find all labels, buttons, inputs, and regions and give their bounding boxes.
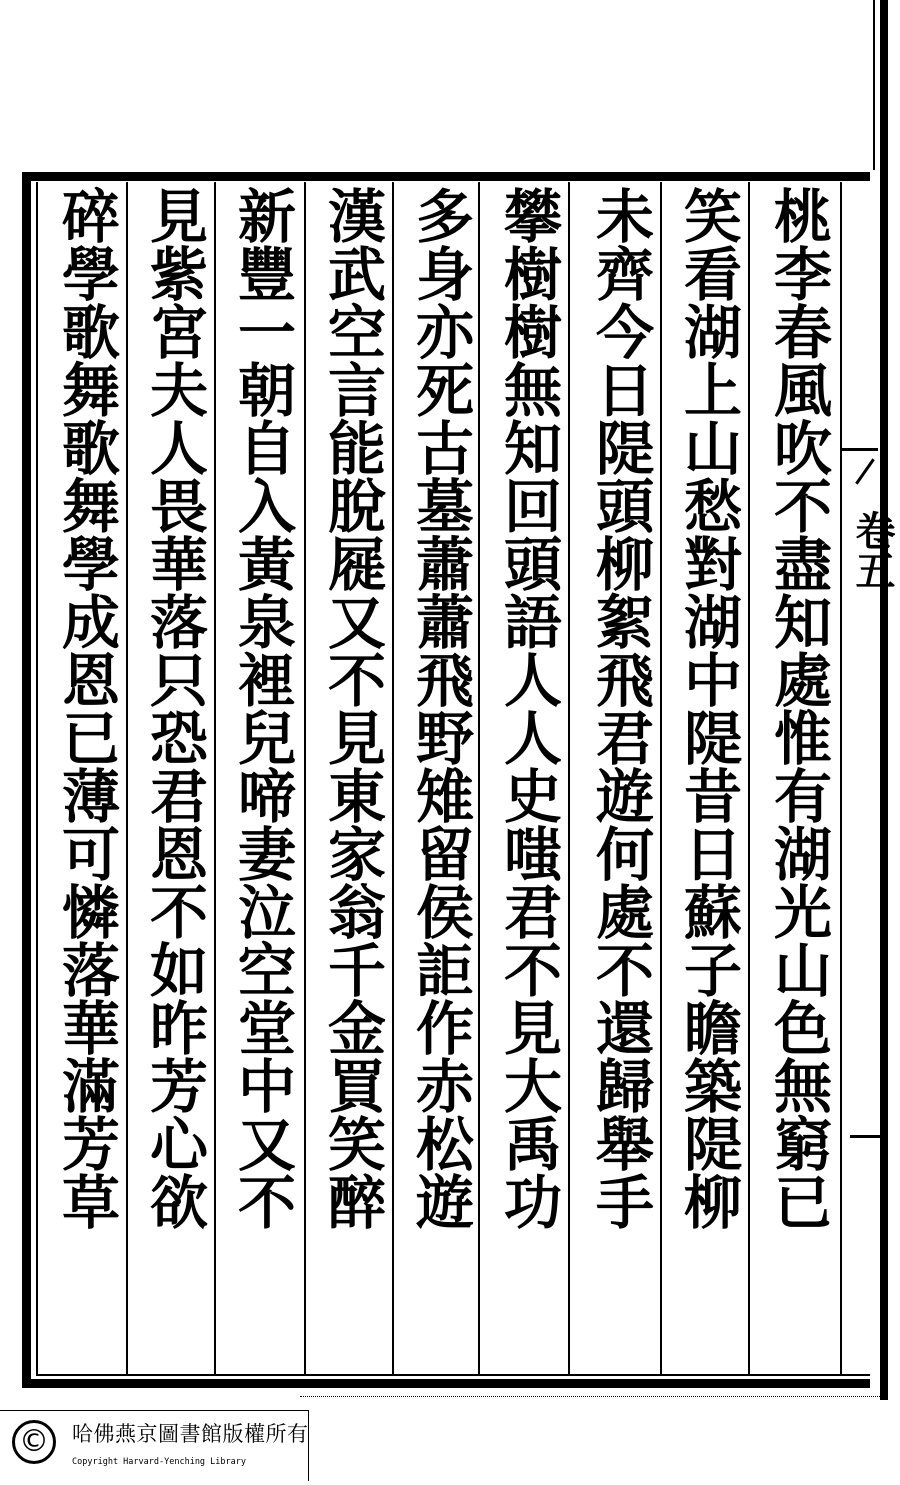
column-rule bbox=[840, 182, 842, 1376]
binding-edge bbox=[880, 0, 888, 1400]
text-column-9: 碎學歌舞歌舞學成恩已薄可憐落華滿芳草 bbox=[52, 186, 120, 1230]
fishtail-mark-bottom bbox=[850, 1135, 880, 1138]
text-column-3: 未齊今日隄頭柳絮飛君遊何處不還歸舉手 bbox=[586, 186, 654, 1230]
text-column-8: 見紫宮夫人畏華落只恐君恩不如昨芳心欲 bbox=[140, 186, 208, 1230]
juan-label: 卷五 bbox=[849, 510, 896, 590]
text-column-5: 多身亦死古墓蕭蕭飛野雉留侯詎作赤松遊 bbox=[406, 186, 474, 1230]
column-rule bbox=[660, 182, 662, 1376]
text-column-4: 攀樹樹無知回頭語人人史嗤君不見大禹功 bbox=[494, 186, 562, 1230]
text-column-1: 桃李春風吹不盡知處惟有湖光山色無窮已 bbox=[764, 186, 832, 1230]
copyright-icon: © bbox=[12, 1420, 56, 1464]
column-rule bbox=[126, 182, 128, 1376]
copyright-chinese: 哈佛燕京圖書館版權所有 bbox=[72, 1422, 309, 1446]
column-rule bbox=[304, 182, 306, 1376]
column-rule bbox=[214, 182, 216, 1376]
fishtail-mark-top bbox=[842, 448, 878, 451]
column-rule bbox=[392, 182, 394, 1376]
text-column-2: 笑看湖上山愁對湖中隄昔日蘇子瞻築隄柳 bbox=[674, 186, 742, 1230]
copyright-english: Copyright Harvard-Yenching Library bbox=[72, 1457, 246, 1467]
column-rule bbox=[748, 182, 750, 1376]
column-rule bbox=[568, 182, 570, 1376]
text-column-6: 漢武空言能脫屣又不見東家翁千金買笑醉 bbox=[318, 186, 386, 1230]
text-column-7: 新豐一朝自入黃泉裡兒啼妻泣空堂中又不 bbox=[228, 186, 296, 1230]
bottom-edge-dotted bbox=[300, 1396, 880, 1398]
binding-edge-thin bbox=[873, 0, 875, 170]
